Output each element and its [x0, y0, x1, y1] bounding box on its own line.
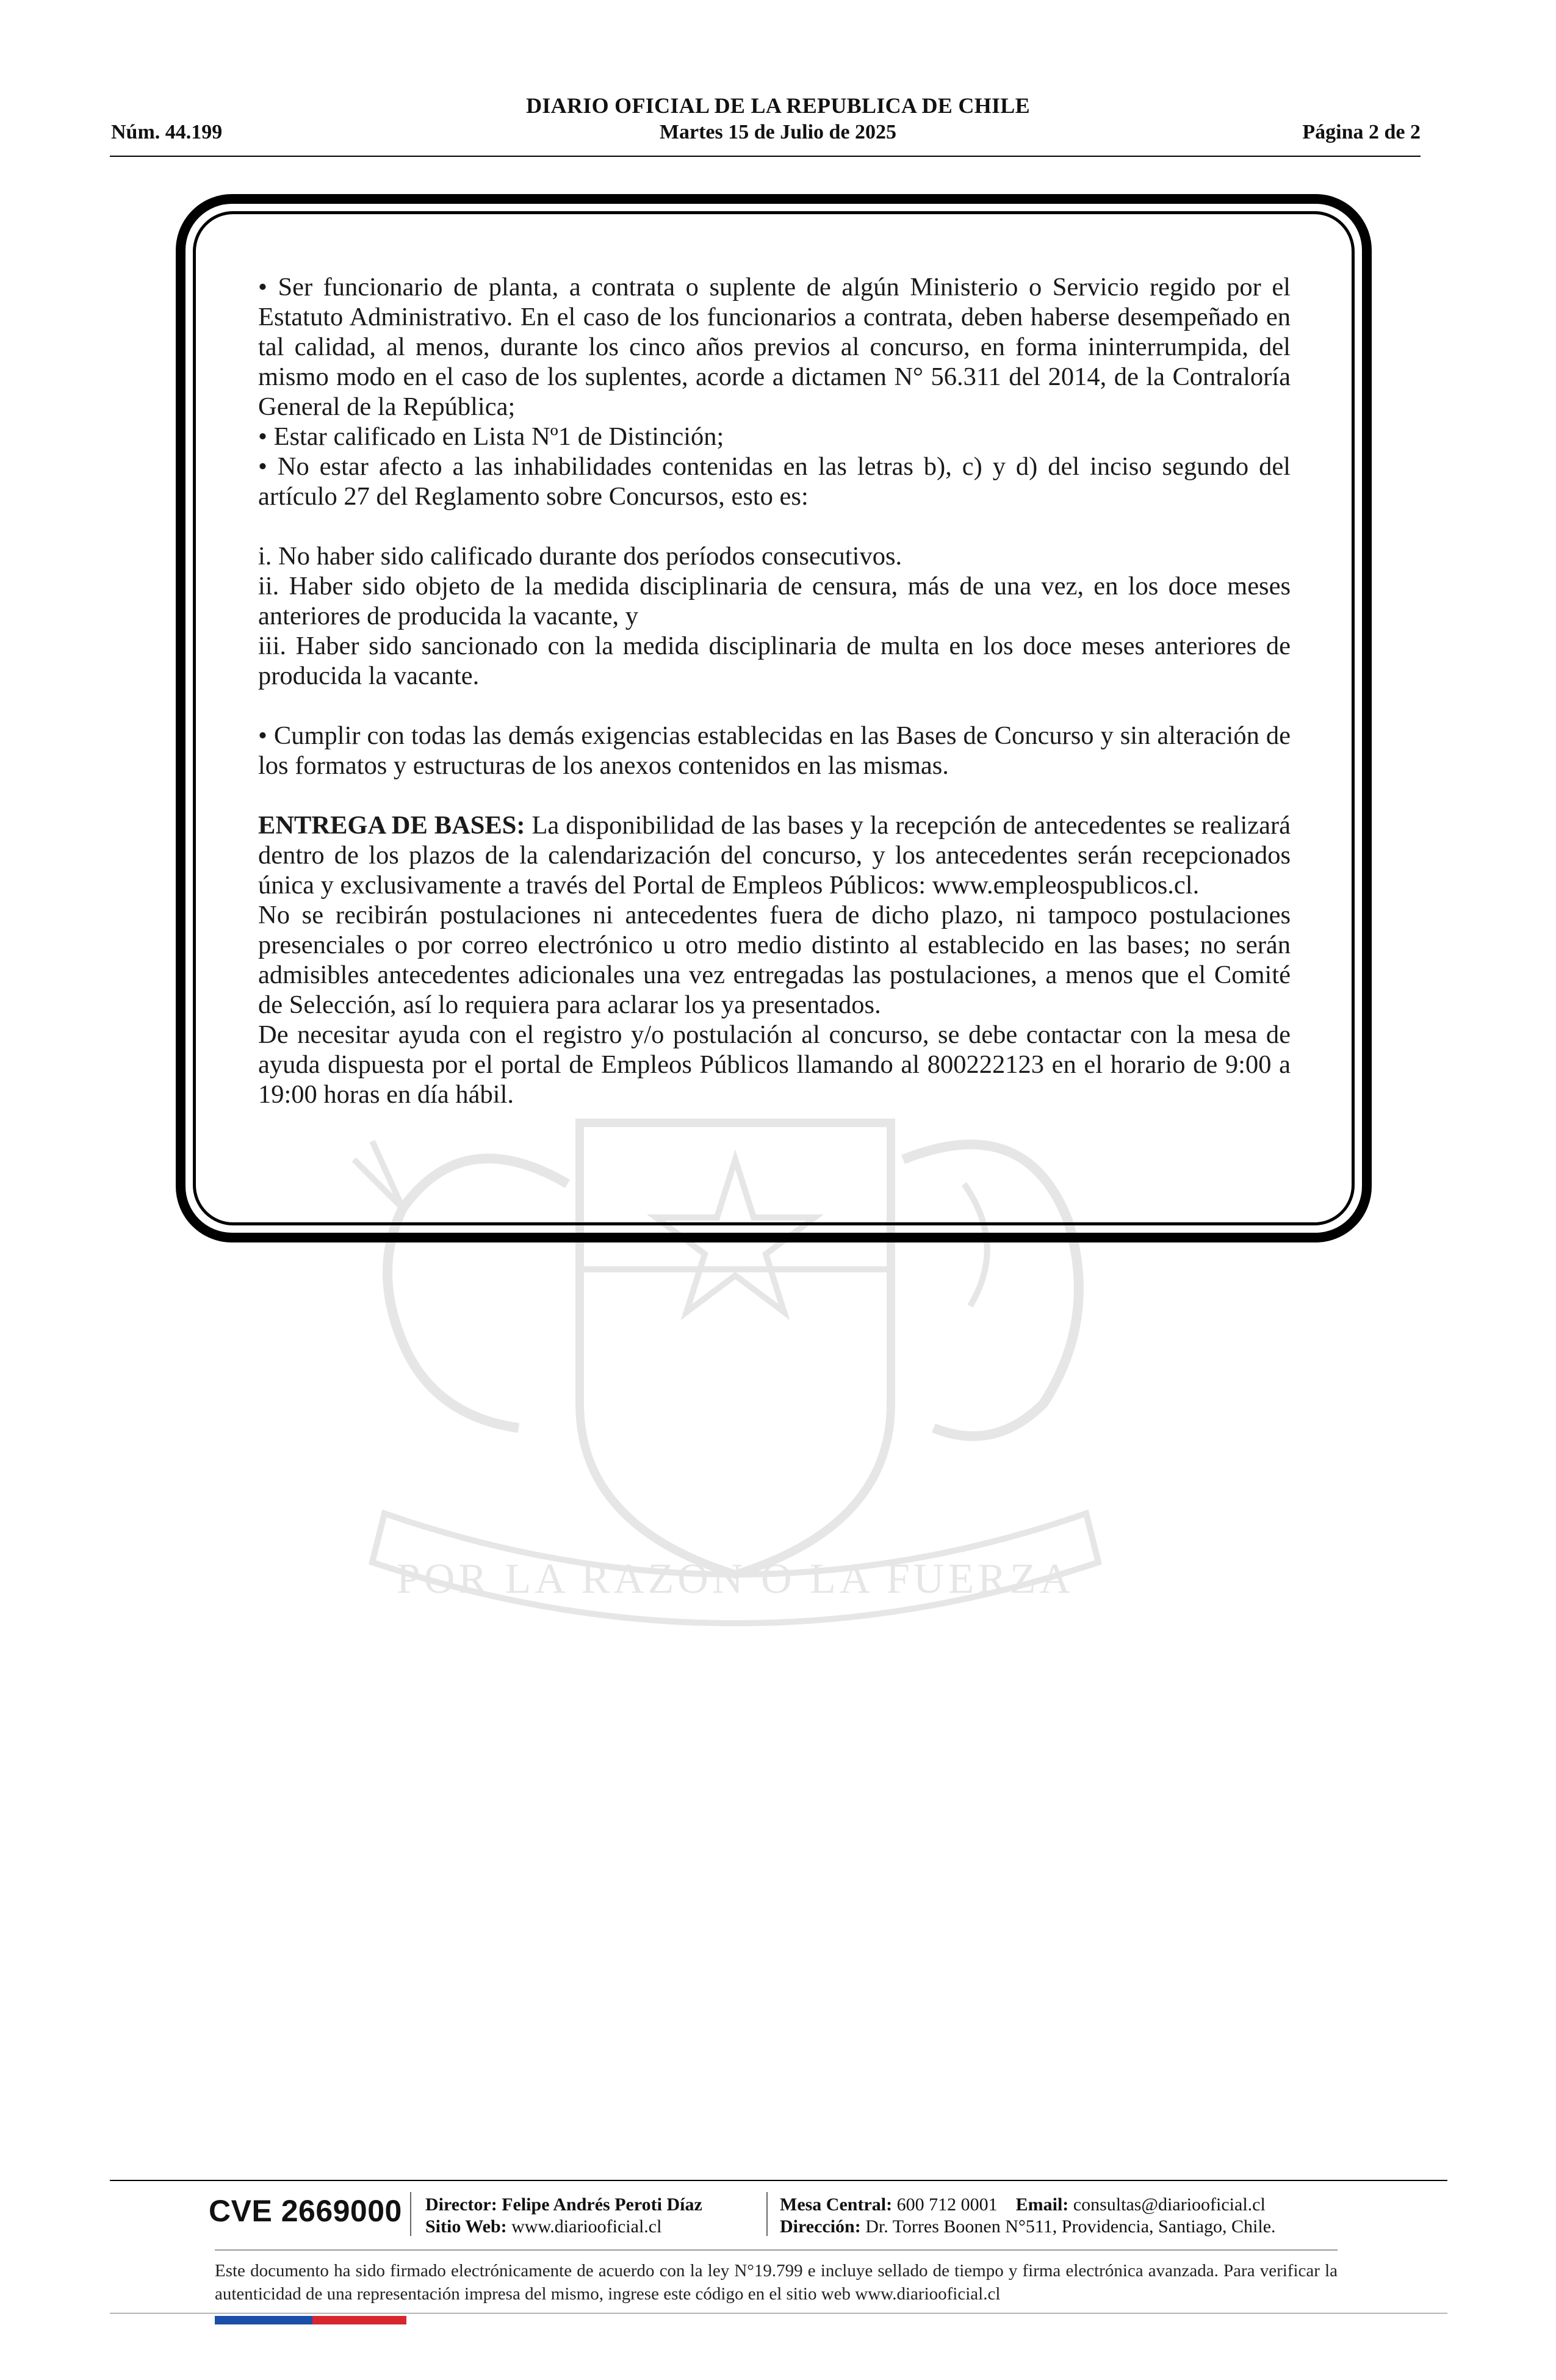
cve-code: CVE 2669000	[209, 2194, 402, 2228]
footer-divider-middle	[215, 2249, 1338, 2251]
page-indicator: Página 2 de 2	[1302, 121, 1421, 143]
requirement-funcionario: • Ser funcionario de planta, a contrata o suplente de algún Ministerio o Servicio regido por el Estatuto Administrativo. En el caso de los funcionarios a contrata, deben haberse desempeñado en tal calidad, al menos, durante los cinco años previos al concurso, en forma ininterrumpida, del mismo modo en el caso de los suplentes, acorde a dictamen N° 56.311 del 2014, de la Contraloría General de la República;	[258, 273, 1291, 421]
watermark-motto: POR LA RAZON O LA FUERZA	[396, 1556, 1075, 1603]
entrega-de-bases-heading: ENTREGA DE BASES:	[258, 811, 525, 840]
header-divider	[110, 156, 1421, 157]
flag-stripe-red	[312, 2316, 406, 2324]
help-desk-info: De necesitar ayuda con el registro y/o postulación al concurso, se debe contactar con la mesa de ayuda dispuesta por el portal de Empleos Públicos llamando al 800222123 en el horario de 9:00 a 19:00 horas en día hábil.	[258, 1020, 1291, 1109]
postulaciones-restriction: No se recibirán postulaciones ni antecedentes fuera de dicho plazo, ni tampoco postulaciones presenciales o por correo electrónico u otro medio distinto al establecido en las bases; no serán admisibles antecedentes adicionales una vez entregadas las postulaciones, a menos que el Comité de Selección, así lo requiera para aclarar los ya presentados.	[258, 901, 1291, 1019]
inhabilidad-item-iii: iii. Haber sido sancionado con la medida disciplinaria de multa en los doce meses anteriores de producida la vacante.	[258, 632, 1291, 690]
requirement-bases: • Cumplir con todas las demás exigencias establecidas en las Bases de Concurso y sin alteración de los formatos y estructuras de los anexos contenidos en las mismas.	[258, 721, 1291, 780]
flag-stripe-blue	[215, 2316, 312, 2324]
footer-mesa-central: Mesa Central: 600 712 0001 Email: consultas@diariooficial.cl	[780, 2194, 1266, 2215]
inhabilidad-item-ii: ii. Haber sido objeto de la medida disciplinaria de censura, más de una vez, en los doce meses anteriores de producida la vacante, y	[258, 572, 1291, 630]
requirement-inhabilidades: • No estar afecto a las inhabilidades contenidas en las letras b), c) y d) del inciso segundo del artículo 27 del Reglamento sobre Concursos, esto es:	[258, 452, 1291, 511]
footer-separator	[410, 2192, 411, 2236]
entrega-de-bases-text: La disponibilidad de las bases y la recepción de antecedentes se realizará dentro de los plazos de la calendarización del concurso, y los antecedentes serán recepcionados única y exclusivamente a través del Portal de Empleos Públicos: www.empleospublicos.cl.	[258, 811, 1291, 900]
newspaper-title: DIARIO OFICIAL DE LA REPUBLICA DE CHILE	[526, 93, 1030, 118]
electronic-signature-notice: Este documento ha sido firmado electrónicamente de acuerdo con la ley N°19.799 e incluye sellado de tiempo y firma electrónica avanzada. Para verificar la autenticidad de una representación impresa del mismo, ingrese este código en el sitio web www.diariooficial.cl	[215, 2261, 1338, 2304]
footer-divider-top	[110, 2180, 1447, 2181]
requirement-lista-distincion: • Estar calificado en Lista Nº1 de Distinción;	[258, 422, 724, 451]
footer-separator	[766, 2192, 768, 2236]
inhabilidad-item-i: i. No haber sido calificado durante dos períodos consecutivos.	[258, 542, 902, 571]
entrega-de-bases-paragraph	[258, 810, 1291, 900]
issue-number: Núm. 44.199	[111, 121, 223, 143]
footer-address: Dirección: Dr. Torres Boonen N°511, Providencia, Santiago, Chile.	[780, 2216, 1276, 2237]
footer-director: Director: Felipe Andrés Peroti Díaz	[425, 2194, 702, 2215]
footer-website: Sitio Web: www.diariooficial.cl	[425, 2216, 662, 2237]
notice-body	[258, 272, 1291, 1109]
issue-date: Martes 15 de Julio de 2025	[659, 121, 897, 143]
